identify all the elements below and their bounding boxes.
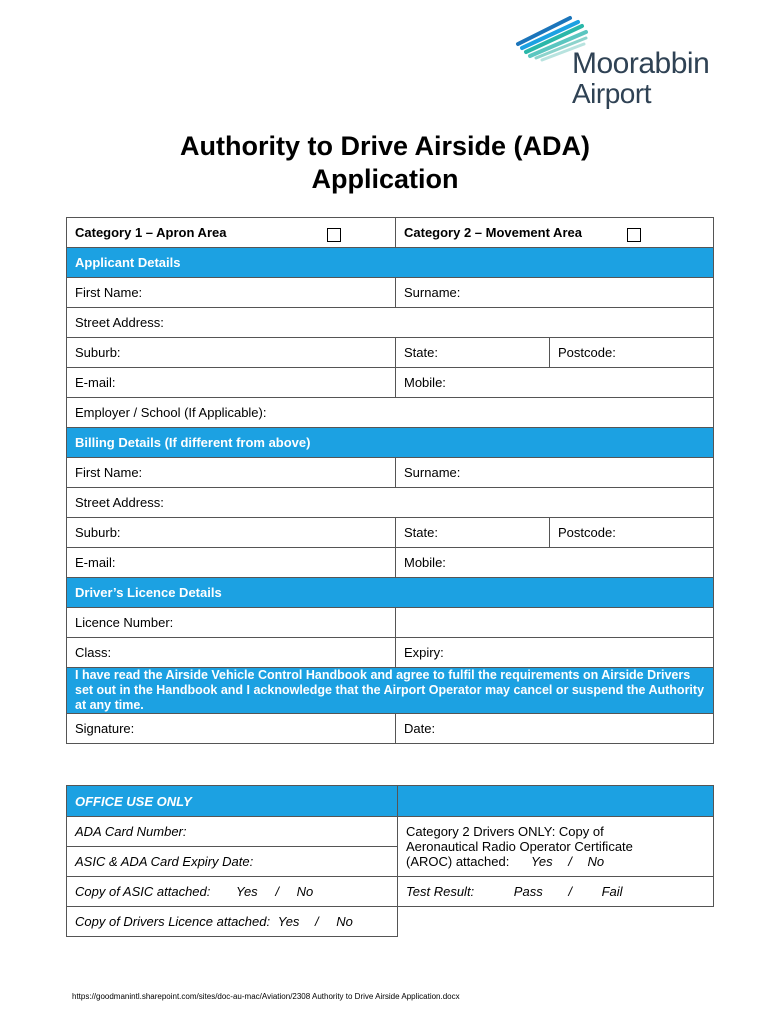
billing-state-field[interactable]: State: bbox=[396, 518, 550, 548]
aroc-cell bbox=[398, 817, 714, 877]
application-form bbox=[66, 217, 714, 744]
test-result-row bbox=[398, 877, 714, 907]
applicant-first-name-field[interactable]: First Name: bbox=[67, 278, 396, 308]
licence-number-value[interactable] bbox=[396, 608, 714, 638]
aroc-separator: / bbox=[568, 854, 572, 869]
aroc-label: (AROC) attached: bbox=[406, 854, 510, 869]
applicant-street-field[interactable]: Street Address: bbox=[67, 308, 714, 338]
office-empty-cell bbox=[398, 907, 714, 937]
licence-copy-yes-option[interactable]: Yes bbox=[277, 914, 300, 929]
asic-copy-row bbox=[67, 877, 398, 907]
applicant-postcode-field[interactable]: Postcode: bbox=[550, 338, 714, 368]
aroc-line-2: Aeronautical Radio Operator Certificate bbox=[406, 839, 633, 854]
asic-yes-option[interactable]: Yes bbox=[236, 884, 258, 899]
office-use-table bbox=[66, 785, 714, 937]
category-2-label: Category 2 – Movement Area bbox=[404, 225, 582, 240]
licence-copy-label: Copy of Drivers Licence attached: bbox=[75, 914, 271, 929]
billing-surname-field[interactable]: Surname: bbox=[396, 458, 714, 488]
category-1-label: Category 1 – Apron Area bbox=[75, 225, 227, 240]
title-line-1: Authority to Drive Airside (ADA) bbox=[179, 131, 591, 161]
licence-details-header: Driver’s Licence Details bbox=[67, 578, 714, 608]
licence-class-field[interactable]: Class: bbox=[67, 638, 396, 668]
billing-email-field[interactable]: E-mail: bbox=[67, 548, 396, 578]
applicant-email-field[interactable]: E-mail: bbox=[67, 368, 396, 398]
billing-postcode-field[interactable]: Postcode: bbox=[550, 518, 714, 548]
logo-text-airport: Airport bbox=[572, 78, 651, 109]
footer-document-path: https://goodmanintl.sharepoint.com/sites/doc-au-mac/Aviation/2308 Authority to Drive Airside Application.docx bbox=[72, 992, 460, 1001]
billing-street-field[interactable]: Street Address: bbox=[67, 488, 714, 518]
aroc-line-3 bbox=[406, 854, 705, 869]
fail-option[interactable]: Fail bbox=[601, 884, 623, 899]
pass-option[interactable]: Pass bbox=[513, 884, 543, 899]
licence-expiry-field[interactable]: Expiry: bbox=[396, 638, 714, 668]
applicant-state-field[interactable]: State: bbox=[396, 338, 550, 368]
applicant-suburb-field[interactable]: Suburb: bbox=[67, 338, 396, 368]
billing-mobile-field[interactable]: Mobile: bbox=[396, 548, 714, 578]
declaration-text: I have read the Airside Vehicle Control Handbook and agree to fulfil the requirements on Airside Drivers set out in the Handbook and I acknowledge that the Airport Operator may cancel or suspend the Authority at any time. bbox=[67, 668, 714, 714]
date-field[interactable]: Date: bbox=[396, 714, 714, 744]
logo-text-moorabbin: Moorabbin bbox=[572, 47, 710, 80]
category-1-cell bbox=[67, 218, 396, 248]
billing-details-header: Billing Details (If different from above) bbox=[67, 428, 714, 458]
office-use-header: OFFICE USE ONLY bbox=[67, 786, 398, 817]
ada-card-number-field[interactable]: ADA Card Number: bbox=[67, 817, 398, 847]
applicant-surname-field[interactable]: Surname: bbox=[396, 278, 714, 308]
billing-first-name-field[interactable]: First Name: bbox=[67, 458, 396, 488]
asic-separator: / bbox=[275, 884, 279, 899]
aroc-no-option[interactable]: No bbox=[587, 854, 605, 869]
title-line-2: Application bbox=[311, 164, 459, 194]
office-use-header-blank bbox=[398, 786, 714, 817]
aroc-line-1: Category 2 Drivers ONLY: Copy of bbox=[406, 824, 604, 839]
category-2-cell bbox=[396, 218, 714, 248]
applicant-mobile-field[interactable]: Mobile: bbox=[396, 368, 714, 398]
card-expiry-date-field[interactable]: ASIC & ADA Card Expiry Date: bbox=[67, 847, 398, 877]
licence-copy-separator: / bbox=[315, 914, 319, 929]
applicant-employer-field[interactable]: Employer / School (If Applicable): bbox=[67, 398, 714, 428]
licence-copy-no-option[interactable]: No bbox=[336, 914, 353, 929]
test-result-label: Test Result: bbox=[406, 884, 475, 899]
page-title bbox=[0, 130, 770, 196]
pass-fail-separator: / bbox=[568, 884, 572, 899]
asic-copy-label: Copy of ASIC attached: bbox=[75, 884, 211, 899]
applicant-details-header: Applicant Details bbox=[67, 248, 714, 278]
category-2-checkbox[interactable] bbox=[627, 228, 641, 242]
aroc-yes-option[interactable]: Yes bbox=[530, 854, 553, 869]
billing-suburb-field[interactable]: Suburb: bbox=[67, 518, 396, 548]
signature-field[interactable]: Signature: bbox=[67, 714, 396, 744]
licence-copy-row bbox=[67, 907, 398, 937]
asic-no-option[interactable]: No bbox=[296, 884, 314, 899]
licence-number-field[interactable]: Licence Number: bbox=[67, 608, 396, 638]
category-1-checkbox[interactable] bbox=[327, 228, 341, 242]
